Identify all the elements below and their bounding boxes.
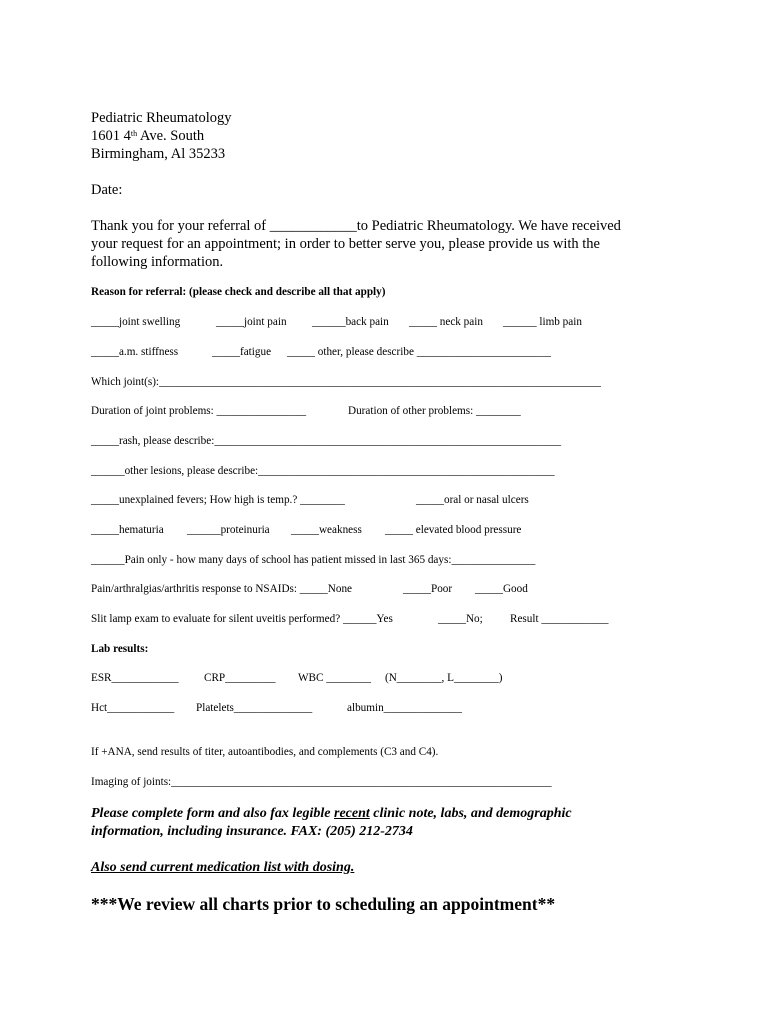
medication-instruction: Also send current medication list with dosing. xyxy=(91,860,355,875)
imaging-field[interactable]: Imaging of joints:____________________________________________________________________ xyxy=(91,776,552,788)
wbc-differential-field[interactable]: (N________, L________) xyxy=(385,672,503,684)
duration-other-field[interactable]: Duration of other problems: ________ xyxy=(348,405,521,417)
weakness-field[interactable]: _____weakness xyxy=(291,524,362,536)
org-name: Pediatric Rheumatology xyxy=(91,110,232,126)
review-notice: ***We review all charts prior to scheduling an appointment** xyxy=(91,894,556,914)
fax-instructions-line-2: information, including insurance. FAX: (205) 212-2734 xyxy=(91,824,413,839)
nsaid-poor-field[interactable]: _____Poor xyxy=(403,583,453,595)
blood-pressure-field[interactable]: _____ elevated blood pressure xyxy=(385,524,522,536)
hct-field[interactable]: Hct____________ xyxy=(91,702,175,714)
nsaid-good-field[interactable]: _____Good xyxy=(475,583,528,595)
fax-prefix: Please complete form and also fax legible xyxy=(91,806,335,821)
wbc-field[interactable]: WBC ________ xyxy=(298,672,372,684)
other-lesions-field[interactable]: ______other lesions, please describe:_____________________________________________________ xyxy=(91,465,555,477)
fax-recent: recent xyxy=(334,806,370,821)
address-city: Birmingham, Al 35233 xyxy=(91,146,226,162)
joint-pain-field[interactable]: _____joint pain xyxy=(216,316,287,328)
joint-swelling-field[interactable]: _____joint swelling xyxy=(91,316,181,328)
slit-lamp-yes-field[interactable]: Slit lamp exam to evaluate for silent uveitis performed? ______Yes xyxy=(91,613,393,625)
back-pain-field[interactable]: ______back pain xyxy=(312,316,389,328)
ulcers-field[interactable]: _____oral or nasal ulcers xyxy=(416,494,529,506)
which-joints-field[interactable]: Which joint(s):_______________________________________________________________________________ xyxy=(91,376,601,388)
esr-field[interactable]: ESR____________ xyxy=(91,672,179,684)
reason-heading: Reason for referral: (please check and describe all that apply) xyxy=(91,286,386,298)
slit-lamp-no-field[interactable]: _____No; xyxy=(438,613,483,625)
fax-suffix: clinic note, labs, and demographic xyxy=(369,806,572,821)
other-describe-field[interactable]: _____ other, please describe ________________________ xyxy=(287,346,551,358)
street-suffix: th xyxy=(130,129,138,138)
intro-line-2: your request for an appointment; in order to better serve you, please provide us with the xyxy=(91,236,600,252)
intro-line-3: following information. xyxy=(91,254,224,270)
rash-field[interactable]: _____rash, please describe:______________________________________________________________ xyxy=(91,435,562,447)
address-street xyxy=(91,127,204,145)
duration-joint-field[interactable]: Duration of joint problems: ________________ xyxy=(91,405,307,417)
am-stiffness-field[interactable]: _____a.m. stiffness xyxy=(91,346,179,358)
crp-field[interactable]: CRP_________ xyxy=(204,672,276,684)
date-label: Date: xyxy=(91,182,123,198)
platelets-field[interactable]: Platelets______________ xyxy=(196,702,313,714)
intro-line-1: Thank you for your referral of ____________to Pediatric Rheumatology. We have received xyxy=(91,218,621,234)
street-number: 1601 4 xyxy=(91,128,131,144)
ana-instructions: If +ANA, send results of titer, autoantibodies, and complements (C3 and C4). xyxy=(91,746,439,758)
fatigue-field[interactable]: _____fatigue xyxy=(212,346,272,358)
fax-instructions-line-1 xyxy=(91,805,572,823)
fevers-field[interactable]: _____unexplained fevers; How high is temp.? ________ xyxy=(91,494,345,506)
neck-pain-field[interactable]: _____ neck pain xyxy=(409,316,483,328)
albumin-field[interactable]: albumin______________ xyxy=(347,702,462,714)
street-name: Ave. South xyxy=(137,128,205,144)
school-days-field[interactable]: ______Pain only - how many days of school has patient missed in last 365 days:_______________ xyxy=(91,554,536,566)
hematuria-field[interactable]: _____hematuria xyxy=(91,524,164,536)
nsaid-none-field[interactable]: Pain/arthralgias/arthritis response to NSAIDs: _____None xyxy=(91,583,352,595)
limb-pain-field[interactable]: ______ limb pain xyxy=(503,316,582,328)
lab-heading: Lab results: xyxy=(91,643,149,655)
slit-lamp-result-field[interactable]: Result ____________ xyxy=(510,613,609,625)
proteinuria-field[interactable]: ______proteinuria xyxy=(187,524,270,536)
